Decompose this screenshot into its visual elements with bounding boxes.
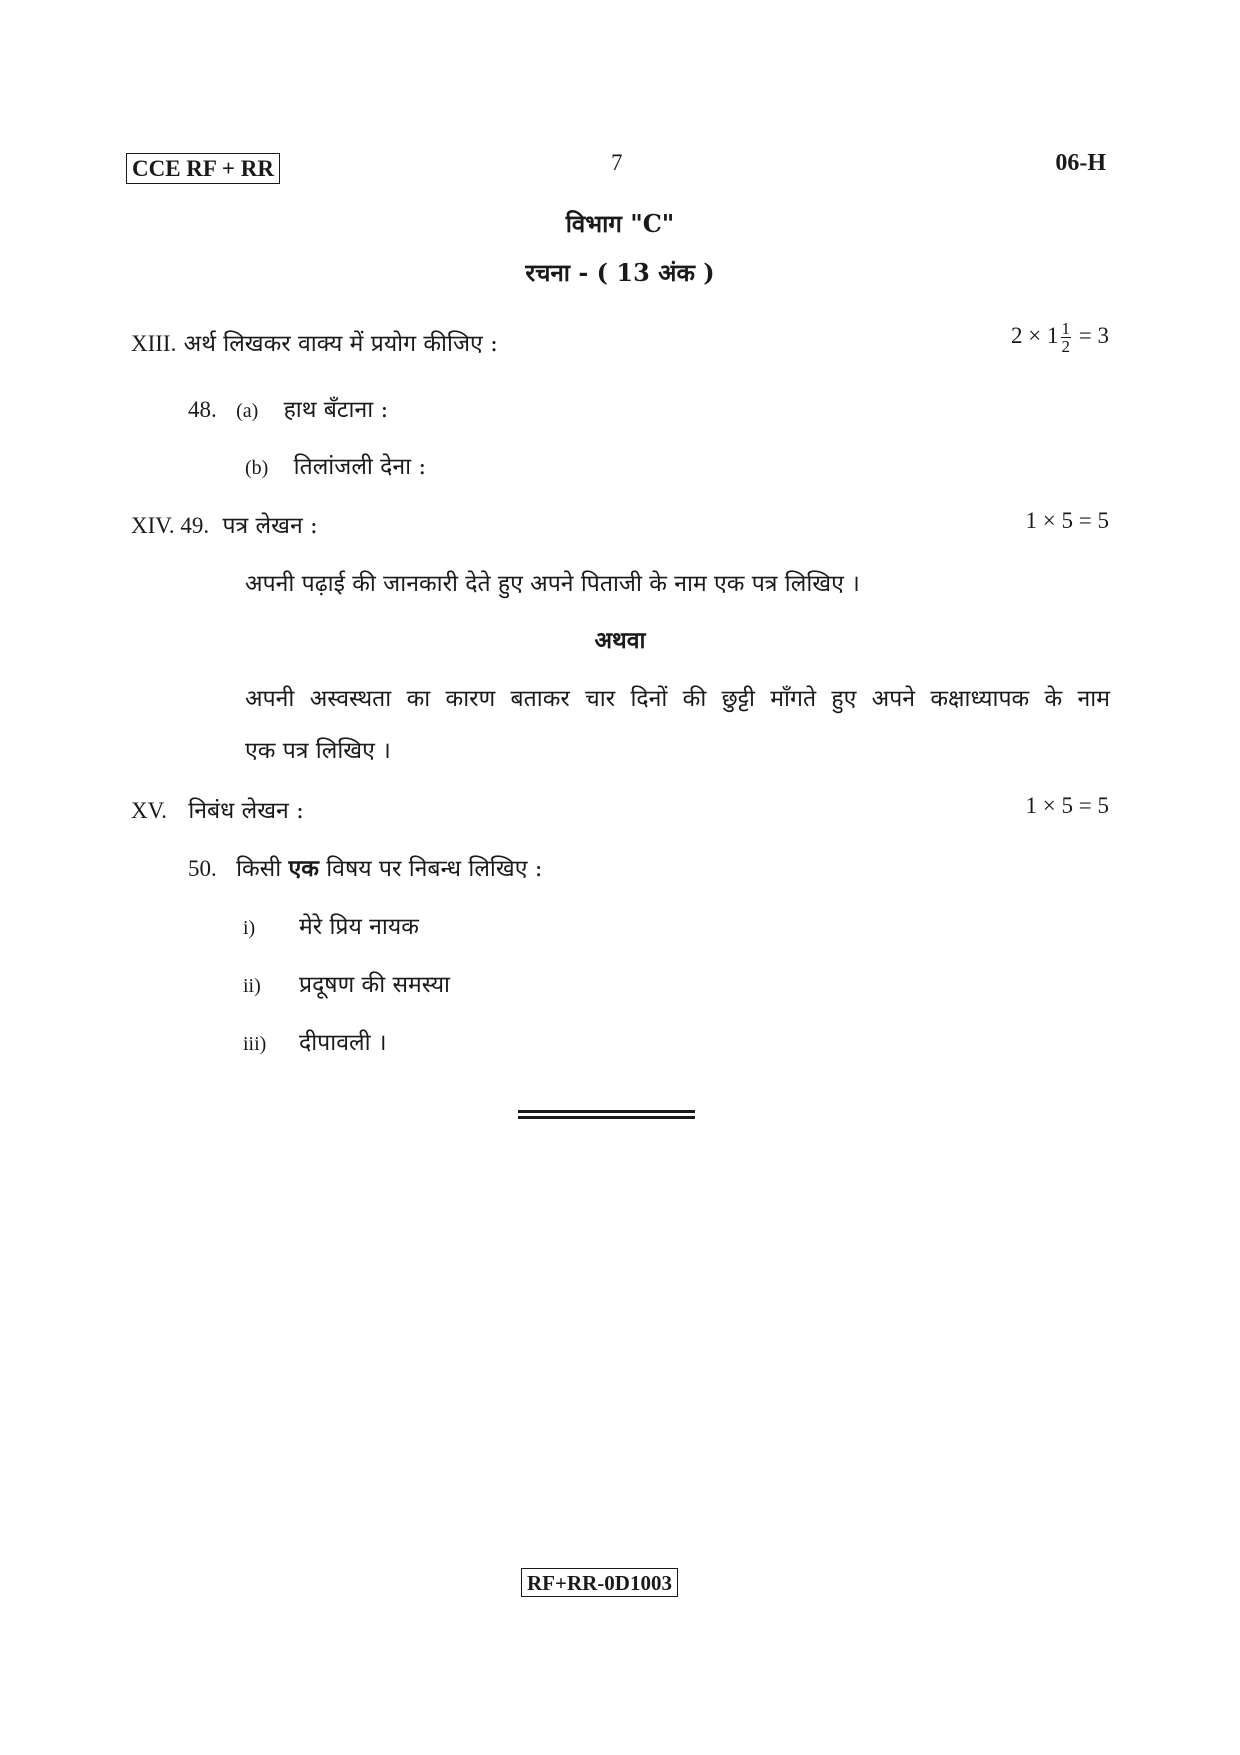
q14-title: पत्र लेखन : [222,513,318,539]
q14-heading [131,508,318,540]
q48-item-b [245,449,426,481]
topic-3-text: दीपावली । [299,1030,387,1056]
q13-instruction: अर्थ लिखकर वाक्य में प्रयोग कीजिए : [183,331,498,357]
q14-option1: अपनी पढ़ाई की जानकारी देते हुए अपने पिताजी के नाम एक पत्र लिखिए । [245,571,860,597]
topic-2-label: ii) [243,975,261,997]
q50-instruction-post: विषय पर निबन्ध लिखिए : [326,856,543,882]
q13-frac-num: 1 [1061,319,1071,338]
q13-marks-fraction [1061,320,1072,355]
topic-item [243,909,419,941]
q15-heading [131,793,304,825]
section-subtitle: रचना - ( 13 अंक ) [525,258,715,287]
q50-instruction-bold: एक [288,855,319,882]
q13-marks-prefix: 2 × 1 [1011,322,1059,348]
paper-code-box [126,153,280,184]
topic-2-text: प्रदूषण की समस्या [299,972,451,998]
end-of-page-rule [518,1110,695,1119]
q13-numeral: XIII. [131,331,177,356]
q15-marks: 1 × 5 = 5 [1025,793,1109,818]
q14-option2-line2: एक पत्र लिखिए । [245,738,391,764]
q15-numeral: XV. [131,798,168,823]
q50-number: 50. [188,856,217,881]
q13-heading [131,326,498,358]
topic-1-label: i) [243,917,256,939]
section-title: विभाग "C" [565,209,675,238]
topic-item [243,1025,387,1057]
topic-item [243,967,450,999]
topic-3-label: iii) [243,1033,267,1055]
topic-1-text: मेरे प्रिय नायक [299,914,419,940]
q48-b-label: (b) [245,457,269,479]
footer-code-box [521,1568,678,1597]
q48-number: 48. [188,397,217,422]
q14-marks: 1 × 5 = 5 [1025,508,1109,533]
q14-numeral: XIV. 49. [131,513,210,538]
q48-a-label: (a) [236,400,259,422]
q48-a-text: हाथ बँटाना : [283,397,389,423]
q48-item-a [188,392,388,424]
subject-code: 06-H [1055,150,1106,176]
q50-instruction [188,851,542,883]
q14-option2-line1: अपनी अस्वस्थता का कारण बताकर चार दिनों की छुट्टी माँगते हुए अपने कक्षाध्यापक के नाम [245,686,1110,712]
q50-instruction-pre: किसी [236,856,282,882]
q13-marks-suffix: = 3 [1078,322,1109,348]
q48-b-text: तिलांजली देना : [293,454,427,480]
q15-title: निबंध लेखन : [188,798,304,824]
q14-or-label: अथवा [594,627,646,654]
footer-code: RF+RR-0D1003 [527,1571,672,1595]
page-number: 7 [611,150,623,175]
q13-frac-den: 2 [1061,337,1071,356]
q13-marks [1011,320,1109,355]
paper-code: CCE RF + RR [132,156,274,181]
